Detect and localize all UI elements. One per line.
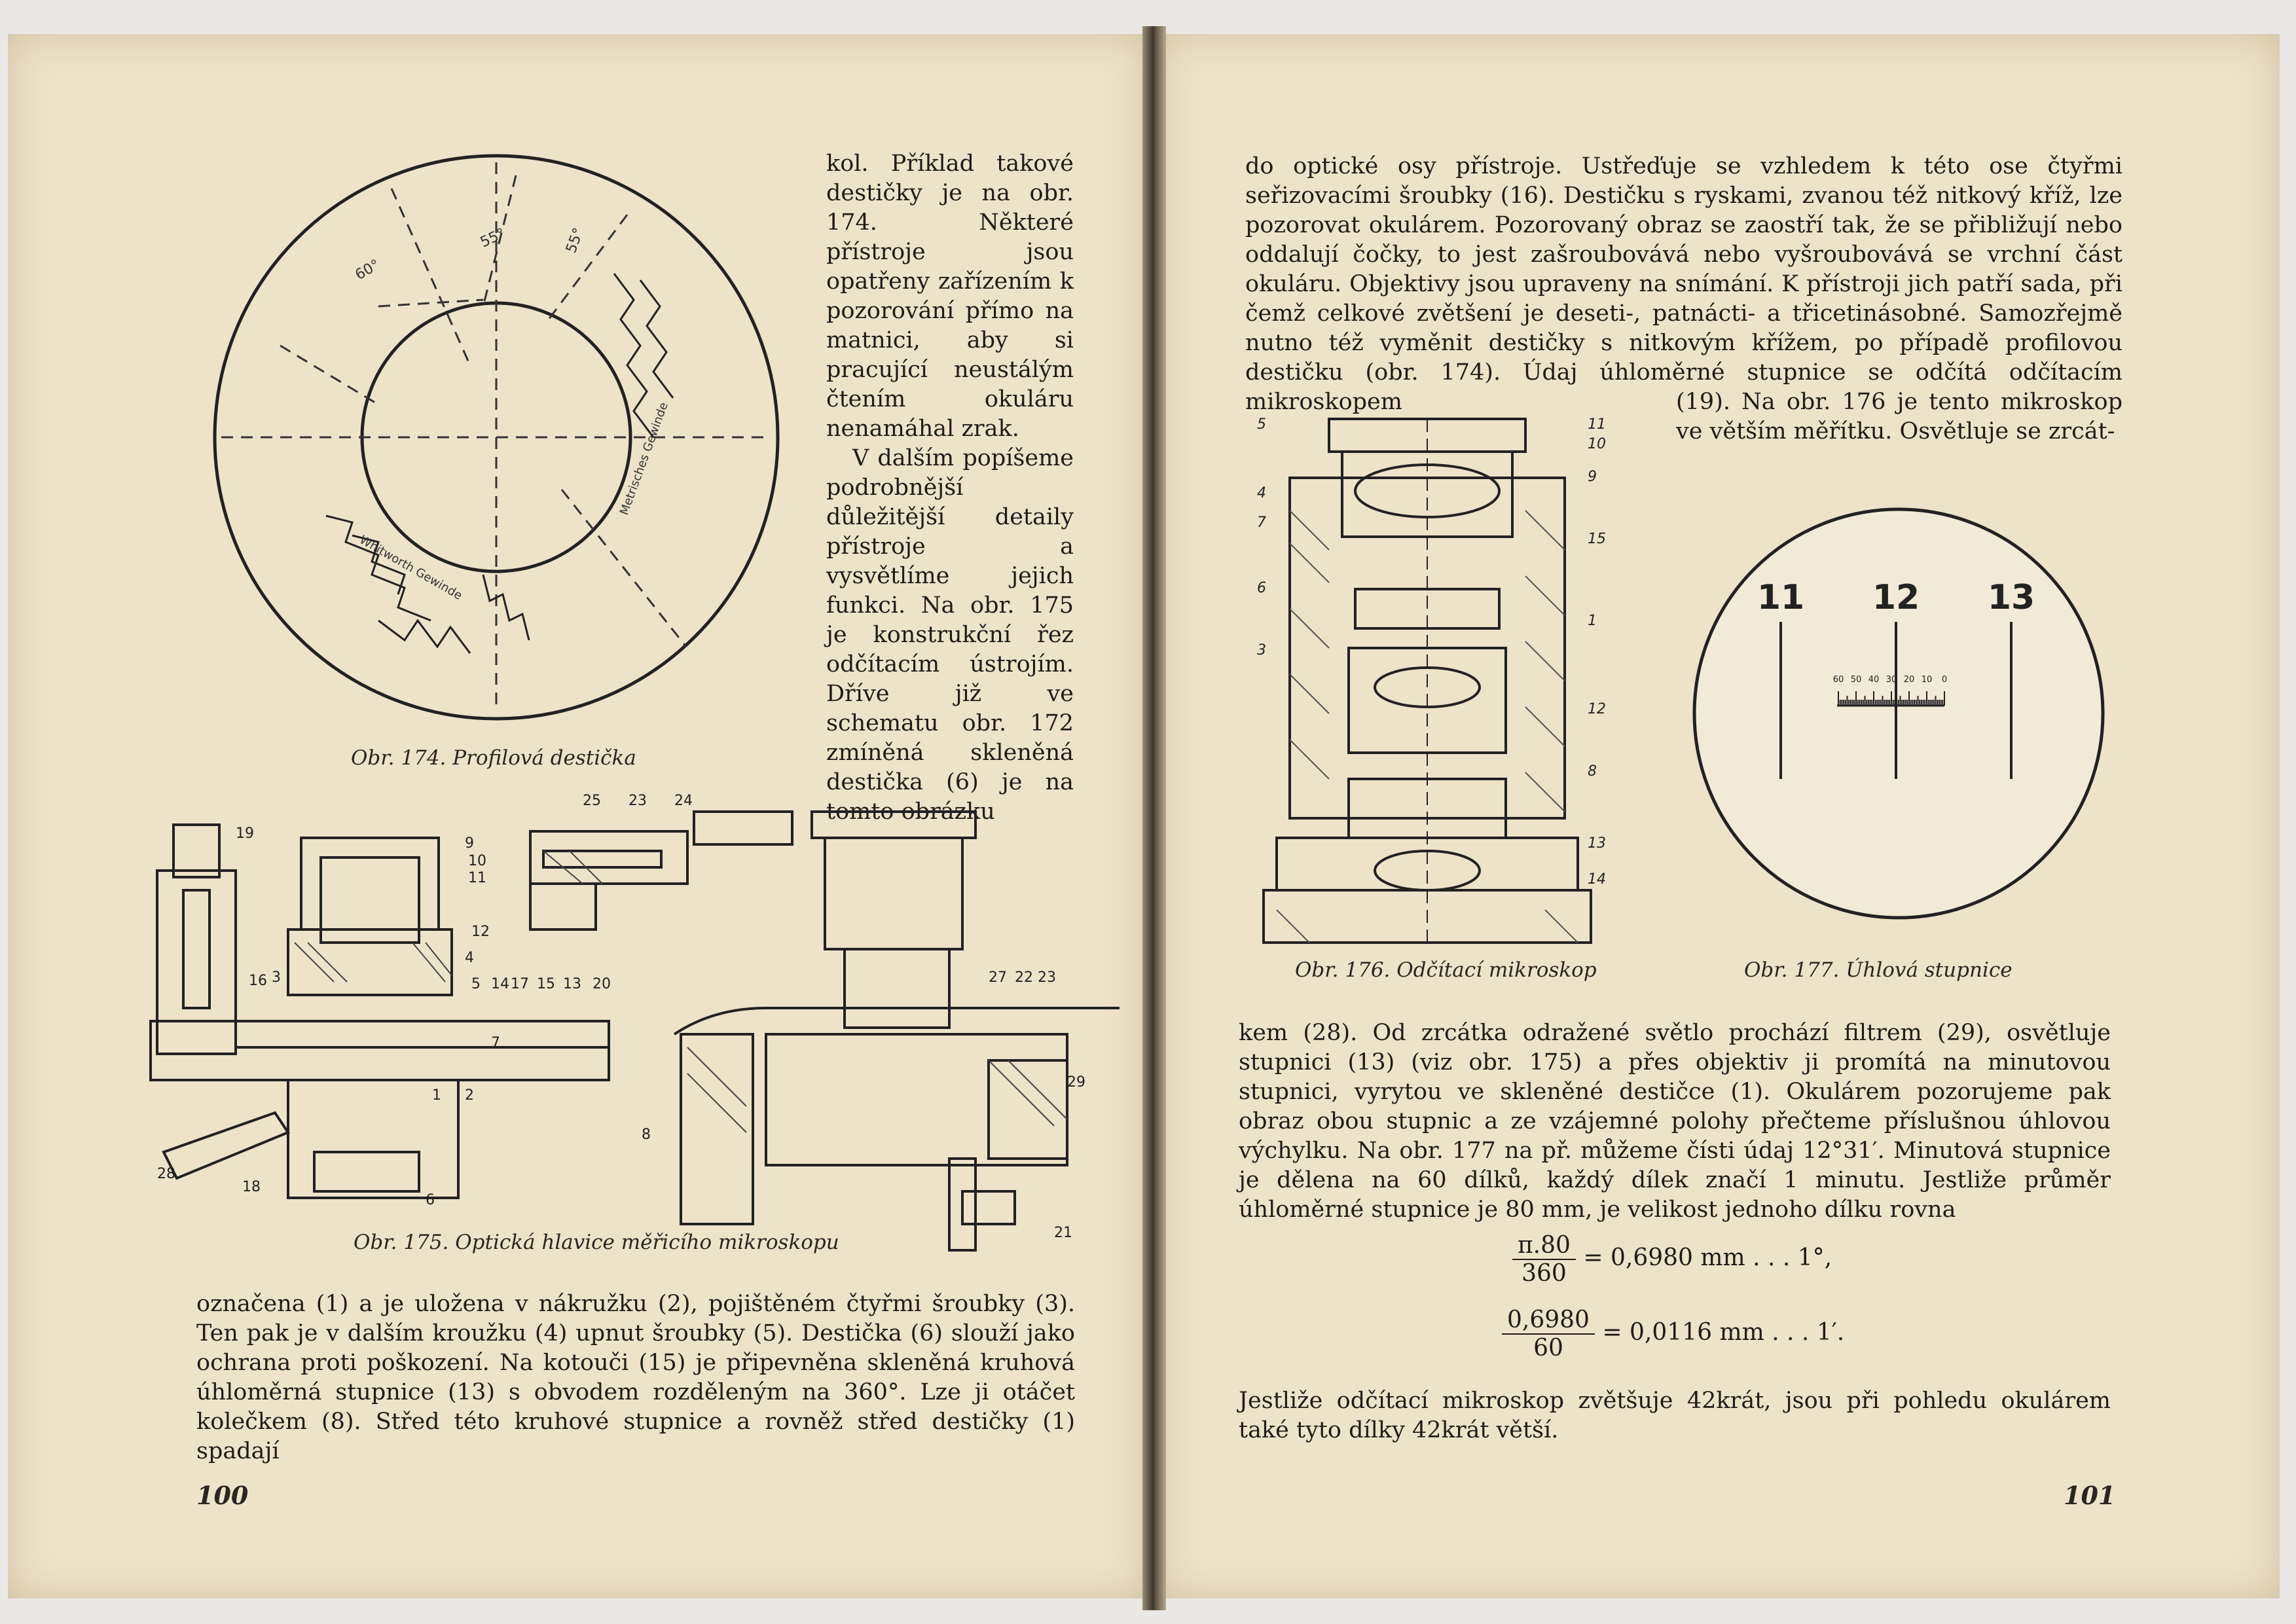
fig175-part-label: 8: [642, 1127, 651, 1143]
fig175-part-label: 14: [491, 976, 509, 992]
fig177-minute-label: 40: [1868, 675, 1880, 685]
formula-one-result: = 0,6980 mm . . . 1°,: [1583, 1244, 1832, 1271]
fig176-part-label: 5: [1257, 416, 1266, 433]
fig175-part-label: 22: [1015, 969, 1033, 986]
fig176-part-label: 6: [1257, 580, 1266, 596]
fig175-caption: Obr. 175. Optická hlavice měřicího mikroskopu: [354, 1231, 839, 1254]
fig175-part-label: 15: [537, 976, 555, 992]
book-gutter: [1142, 26, 1166, 1610]
fig175-part-label: 16: [249, 973, 267, 989]
fig174-profile-plate: [208, 149, 784, 725]
fig177-minute-label: 10: [1921, 675, 1933, 685]
fig175-part-label: 25: [583, 793, 601, 809]
formula-one: [1512, 1232, 1832, 1287]
formula-two-fraction: [1502, 1307, 1595, 1362]
fig175-part-label: 4: [465, 950, 474, 966]
fig175-part-label: 18: [242, 1179, 261, 1195]
fig176-caption: Obr. 176. Odčítací mikroskop: [1295, 958, 1597, 982]
fig175-part-label: 17: [511, 976, 529, 992]
fig176-part-label: 1: [1588, 613, 1597, 629]
fig174-thread-label: Whitworth Gewinde: [357, 533, 465, 603]
page-number-right: 101: [2064, 1481, 2116, 1510]
formula-two-numerator: 0,6980: [1502, 1307, 1595, 1335]
fig175-part-label: 27: [989, 969, 1007, 986]
fig176-part-label: 4: [1257, 485, 1266, 501]
fig177-degree-label: 11: [1757, 578, 1805, 617]
fig174-angle-label: 60°: [352, 257, 383, 284]
formula-one-fraction: [1512, 1232, 1576, 1287]
fig177-degree-label: 13: [1987, 578, 2035, 617]
fig175-part-label: 21: [1054, 1225, 1072, 1241]
fig174-thread-label: Metrisches Gewinde: [617, 400, 671, 517]
fig176-part-label: 7: [1257, 514, 1266, 531]
fig175-part-label: 10: [468, 853, 486, 869]
fig175-part-label: 19: [236, 825, 254, 842]
fig175-part-label: 29: [1067, 1074, 1085, 1091]
fig175-part-label: 24: [674, 793, 693, 809]
fig175-part-label: 6: [426, 1192, 435, 1208]
fig176-part-label: 13: [1588, 835, 1606, 852]
fig177-angular-scale: [1689, 504, 2108, 923]
paragraph: kol. Příklad takové destičky je na obr. 174. Některé přístroje jsou opatřeny zařízením k pozorování přímo na matnici, aby si pracující neustálým čtením okuláru nenamáhal zrak.: [826, 151, 1074, 442]
fig175-part-label: 12: [471, 924, 490, 940]
fig175-part-label: 7: [491, 1035, 500, 1051]
fig175-part-label: 23: [1038, 969, 1056, 986]
fig176-part-label: 15: [1588, 531, 1606, 547]
left-column-text: [826, 149, 1074, 827]
fig176-part-label: 10: [1588, 436, 1606, 452]
paragraph: V dalším popíšeme podrobnější důležitější detaily přístroje a vysvětlíme jejich funkci. Na obr. 175 je konstrukční řez odčítacím ústrojím. Dříve již ve schematu obr. 172 zmíněná skleněná destička (6) je na tomto obrázku: [826, 445, 1074, 825]
right-side-text: (19). Na obr. 176 je tento mikroskop ve větším měřítku. Osvětluje se zrcát-: [1676, 389, 2123, 444]
fig177-minute-label: 30: [1886, 675, 1897, 685]
fig175-optical-head: [137, 785, 1120, 1257]
right-top-text: do optické osy přístroje. Ustřeďuje se vzhledem k této ose čtyřmi seřizovacími šroubky (16). Destičku s ryskami, zvanou též nitkový kříž, lze pozorovat okulárem. Pozorovaný obraz se zaostří tak, že se přibližují nebo oddalují čočky, to jest zašroubovává nebo vyšroubovává se vrchní část okuláru. Objektivy jsou upraveny na snímání. K přístroji jich patří sada, při čemž celkové zvětšení je deseti-, patnácti- a třicetinásobné. Samozřejmě nutno též vyměnit destičky s nitkovým křížem, po případě profilovou destičku (obr. 174). Údaj úhloměrné stupnice se odčítá odčítacím mikroskopem: [1245, 153, 2123, 415]
right-last-text: Jestliže odčítací mikroskop zvětšuje 42krát, jsou při pohledu okulárem také tyto dílky 42krát větší.: [1239, 1388, 2111, 1443]
fig177-minute-label: 60: [1832, 675, 1844, 685]
fig176-part-label: 12: [1588, 701, 1606, 717]
fig175-part-label: 1: [432, 1087, 441, 1104]
fig175-part-label: 13: [563, 976, 581, 992]
page-number-left: 100: [196, 1481, 249, 1510]
fig175-part-label: 23: [629, 793, 647, 809]
fig176-part-label: 11: [1588, 416, 1606, 433]
left-bottom-text: označena (1) a je uložena v nákružku (2), pojištěném čtyřmi šroubky (3). Ten pak je v dalším kroužku (4) upnut šroubky (5). Destička (6) slouží jako ochrana proti poškození. Na kotouči (15) je připevněna skleněná kruhová úhloměrná stupnice (13) s obvodem rozděleným na 360°. Lze ji otáčet kolečkem (8). Střed této kruhové stupnice a rovněž střed destičky (1) spadají: [196, 1291, 1075, 1464]
fig174-caption: Obr. 174. Profilová destička: [351, 746, 636, 770]
fig175-part-label: 9: [465, 835, 474, 852]
fig177-minute-label: 20: [1903, 675, 1915, 685]
fig175-part-label: 11: [468, 870, 486, 886]
fig175-part-label: 20: [592, 976, 611, 992]
fig175-part-label: 5: [471, 976, 481, 992]
fig174-angle-label: 55°: [563, 225, 587, 256]
formula-two: [1502, 1307, 1844, 1362]
fig176-reading-microscope: [1250, 412, 1656, 949]
fig175-part-label: 3: [272, 969, 281, 986]
fig175-part-label: 2: [465, 1087, 474, 1104]
fig176-part-label: 8: [1588, 763, 1597, 780]
fig177-minute-label: 50: [1850, 675, 1862, 685]
fig176-part-label: 9: [1588, 469, 1597, 485]
formula-one-numerator: π.80: [1512, 1232, 1576, 1260]
fig176-part-label: 3: [1257, 642, 1266, 659]
formula-two-denominator: 60: [1533, 1335, 1563, 1362]
fig176-part-label: 14: [1588, 871, 1606, 888]
fig175-part-label: 28: [157, 1166, 175, 1182]
fig177-caption: Obr. 177. Úhlová stupnice: [1744, 958, 2013, 982]
fig177-degree-label: 12: [1872, 578, 1920, 617]
fig177-minute-label: 0: [1941, 675, 1948, 685]
formula-one-denominator: 360: [1522, 1260, 1567, 1287]
formula-two-result: = 0,0116 mm . . . 1′.: [1602, 1319, 1845, 1346]
fig174-angle-label: 55°: [477, 225, 508, 251]
right-bottom-text: kem (28). Od zrcátka odražené světlo prochází filtrem (29), osvětluje stupnici (13) (viz obr. 175) a přes objektiv ji promítá na minutovou stupnici, vyrytou ve skleněné destičce (1). Okulárem pozorujeme pak obraz obou stupnic a ze vzájemné polohy přečteme příslušnou úhlovou výchylku. Na obr. 177 na př. můžeme čísti údaj 12°31′. Minutová stupnice je dělena na 60 dílků, každý dílek značí 1 minutu. Jestliže průměr úhloměrné stupnice je 80 mm, je velikost jednoho dílku rovna: [1239, 1020, 2111, 1223]
